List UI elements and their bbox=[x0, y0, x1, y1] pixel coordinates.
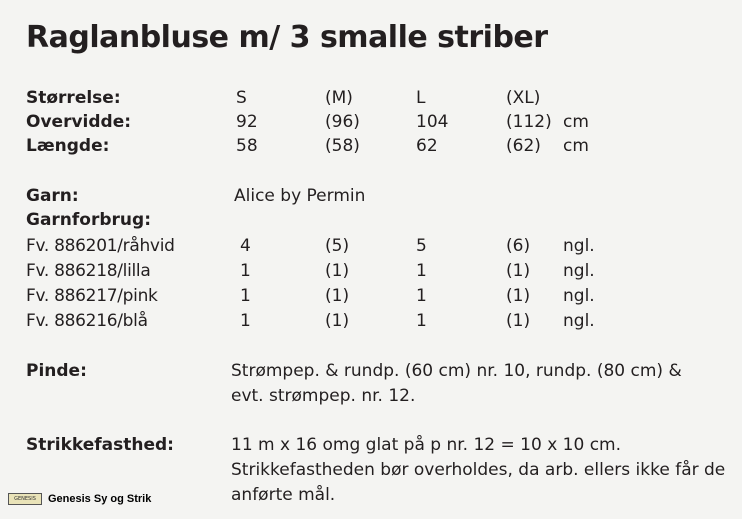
qty-s: 4 bbox=[240, 236, 251, 256]
genesis-logo bbox=[8, 490, 151, 508]
needles-line: evt. strømpep. nr. 12. bbox=[231, 386, 416, 406]
needles-line: Strømpep. & rundp. (60 cm) nr. 10, rundp. (80 cm) & bbox=[231, 361, 682, 381]
gauge-line: anførte mål. bbox=[231, 485, 336, 505]
color-name: Fv. 886217/pink bbox=[26, 286, 158, 306]
gauge-label: Strikkefasthed: bbox=[26, 435, 174, 455]
gauge-line: Strikkefastheden bør overholdes, da arb. ellers ikke får de bbox=[231, 460, 726, 480]
length-l: 62 bbox=[416, 136, 438, 156]
yarn-value: Alice by Permin bbox=[234, 186, 366, 206]
color-name: Fv. 886201/råhvid bbox=[26, 236, 175, 256]
page-title: Raglanbluse m/ 3 smalle striber bbox=[26, 20, 548, 55]
qty-xl: (6) bbox=[506, 236, 531, 256]
color-name: Fv. 886218/lilla bbox=[26, 261, 151, 281]
color-name: Fv. 886216/blå bbox=[26, 311, 148, 331]
width-s: 92 bbox=[236, 112, 258, 132]
consumption-label: Garnforbrug: bbox=[26, 210, 151, 230]
size-m: (M) bbox=[325, 88, 353, 108]
qty-m: (1) bbox=[325, 311, 350, 331]
qty-l: 5 bbox=[416, 236, 427, 256]
qty-unit: ngl. bbox=[563, 261, 595, 281]
width-unit: cm bbox=[563, 112, 589, 132]
qty-m: (5) bbox=[325, 236, 350, 256]
genesis-logo-text: Genesis Sy og Strik bbox=[48, 493, 152, 505]
genesis-logo-mark: GENESIS bbox=[8, 493, 42, 505]
needles-text bbox=[231, 359, 711, 409]
sizes-label: Størrelse: bbox=[26, 88, 121, 108]
gauge-line: 11 m x 16 omg glat på p nr. 12 = 10 x 10 cm. bbox=[231, 435, 622, 455]
width-xl: (112) bbox=[506, 112, 552, 132]
size-l: L bbox=[416, 88, 426, 108]
yarn-label: Garn: bbox=[26, 186, 79, 206]
qty-l: 1 bbox=[416, 311, 427, 331]
qty-xl: (1) bbox=[506, 311, 531, 331]
qty-s: 1 bbox=[240, 286, 251, 306]
qty-m: (1) bbox=[325, 261, 350, 281]
size-xl: (XL) bbox=[506, 88, 541, 108]
size-s: S bbox=[236, 88, 247, 108]
qty-unit: ngl. bbox=[563, 311, 595, 331]
length-xl: (62) bbox=[506, 136, 541, 156]
qty-s: 1 bbox=[240, 311, 251, 331]
width-label: Overvidde: bbox=[26, 112, 132, 132]
qty-l: 1 bbox=[416, 261, 427, 281]
needles-label: Pinde: bbox=[26, 361, 87, 381]
length-unit: cm bbox=[563, 136, 589, 156]
qty-l: 1 bbox=[416, 286, 427, 306]
qty-xl: (1) bbox=[506, 286, 531, 306]
qty-unit: ngl. bbox=[563, 236, 595, 256]
length-s: 58 bbox=[236, 136, 258, 156]
width-m: (96) bbox=[325, 112, 360, 132]
width-l: 104 bbox=[416, 112, 449, 132]
qty-xl: (1) bbox=[506, 261, 531, 281]
qty-unit: ngl. bbox=[563, 286, 595, 306]
gauge-text bbox=[231, 433, 726, 508]
length-m: (58) bbox=[325, 136, 360, 156]
qty-m: (1) bbox=[325, 286, 350, 306]
length-label: Længde: bbox=[26, 136, 110, 156]
qty-s: 1 bbox=[240, 261, 251, 281]
